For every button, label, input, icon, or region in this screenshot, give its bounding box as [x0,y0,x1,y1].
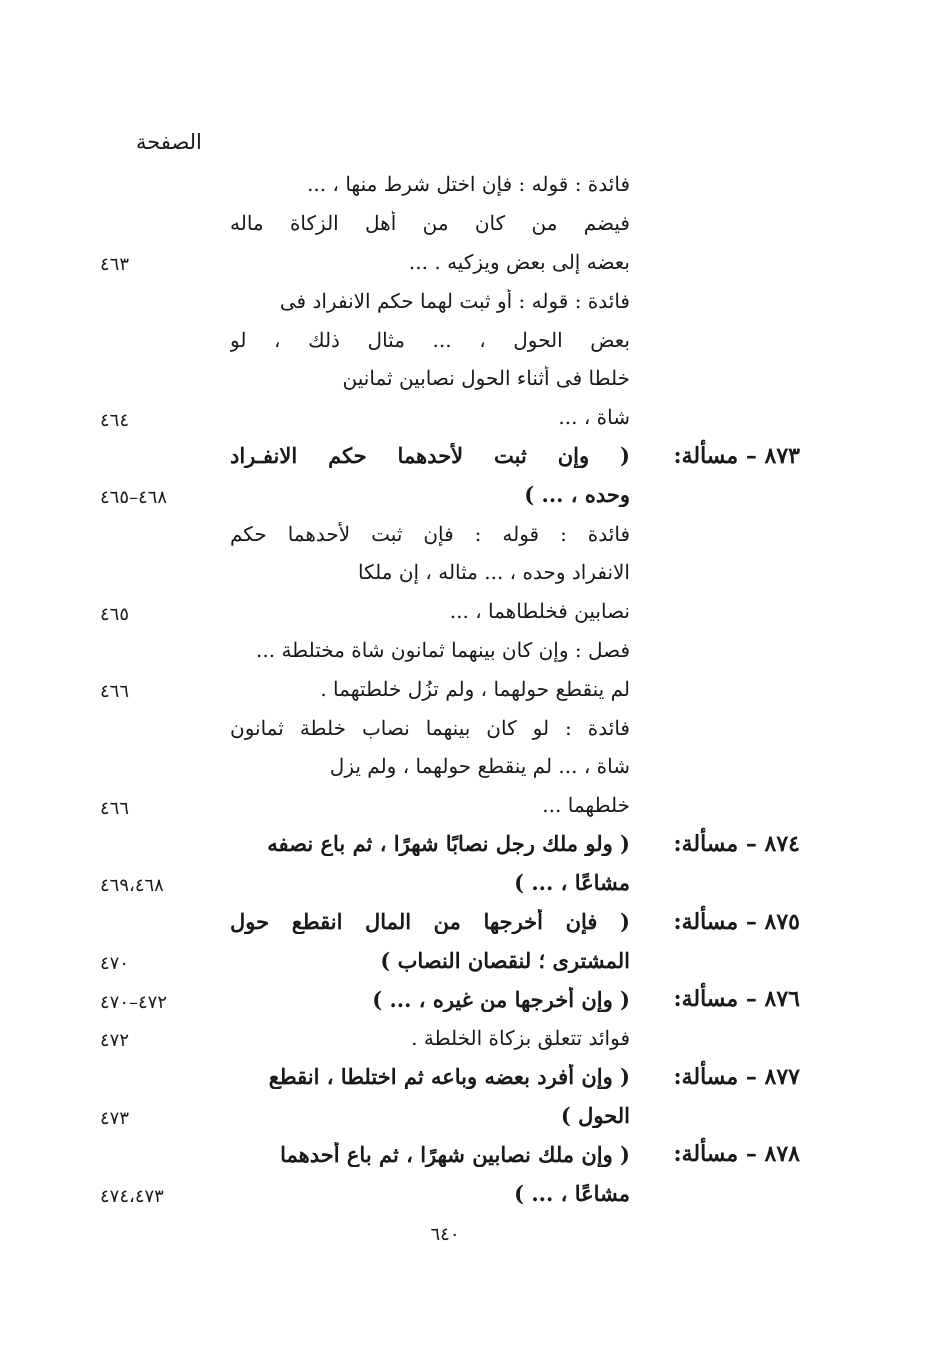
toc-entry-text: فائدة : قوله : أو ثبت لهما حكم الانفراد فى [279,288,630,313]
toc-row [100,553,800,592]
toc-entry-text: فصل : وإن كان بينهما ثمانون شاة مختلطة ... [256,637,630,662]
toc-issue-label: ٨٧٦ – مسألة: [673,986,800,1013]
toc-row [100,825,800,864]
toc-row [100,1174,800,1213]
toc-page-ref: ٤٧٢ [100,1030,130,1052]
toc-page-ref [100,220,230,226]
toc-page-ref [100,763,230,769]
toc-page-ref [100,569,230,575]
toc-row [100,204,800,243]
toc-page-ref [100,647,230,653]
toc-row [100,631,800,670]
toc-page-ref: ٤٦٤ [100,409,130,431]
toc-page-ref [100,453,230,459]
toc-entry-text: الانفراد وحده ، ... مثاله ، إن ملكا [357,560,630,585]
toc-page-ref: ٤٧٠ [100,952,130,974]
toc-entry-text: شاة ، ... [558,405,630,430]
toc-entry-text: ( وإن ثبت لأحدهما حكم الانفـراد [230,443,630,469]
toc-issue-label: ٨٧٤ – مسألة: [673,830,800,857]
toc-row [100,592,800,631]
toc-page-ref: ٤٧٤،٤٧٣ [100,1185,164,1207]
toc-row [100,1057,800,1096]
toc-page-ref [100,841,230,847]
toc-entry-text: خلطا فى أثناء الحول نصابين ثمانين [342,366,630,391]
toc-page-ref: ٤٧٢–٤٧٠ [100,991,168,1013]
toc-page-ref: ٤٧٣ [100,1108,130,1130]
toc-row [100,747,800,786]
toc-entry-text: الحول ) [560,1103,630,1129]
toc-row [100,475,800,514]
toc-page-ref: ٤٦٦ [100,681,130,703]
toc-entry-text: فائدة : قوله : فإن اختل شرط منها ، ... [307,172,630,197]
toc-entry-text: المشترى ؛ لنقصان النصاب ) [380,947,630,973]
toc-page-ref [100,531,230,537]
page-number: ٦٤٠ [430,1224,460,1245]
toc-issue-label: ٨٧٧ – مسألة: [673,1063,800,1090]
toc-entry-text: فوائد تتعلق بزكاة الخلطة . [411,1025,630,1050]
toc-row [100,398,800,437]
toc-entry-text: ( وإن أخرجها من غيره ، ... ) [372,986,630,1012]
toc-entry-text: فيضم من كان من أهل الزكاة ماله [230,211,630,236]
toc-entry-text: ( وإن أفرد بعضه وباعه ثم اختلطا ، انقطع [268,1064,630,1090]
toc-page-ref [100,298,230,304]
toc-entry-text: شاة ، ... لم ينقطع حولهما ، ولم يزل [329,754,630,779]
toc-entry-text: مشاعًا ، ... ) [514,870,630,896]
toc-row [100,514,800,553]
toc-row [100,243,800,282]
toc-row [100,1135,800,1174]
toc-row [100,320,800,359]
toc-page-ref: ٤٦٣ [100,254,130,276]
toc-entry-text: ( فإن أخرجها من المال انقطع حول [230,909,630,935]
toc-row [100,1019,800,1058]
toc-entry-text: خلطهما ... [542,793,630,818]
table-of-contents [100,165,800,1213]
toc-page-ref [100,725,230,731]
toc-row [100,165,800,204]
toc-row [100,437,800,476]
toc-issue-label: ٨٧٣ – مسألة: [673,442,800,469]
toc-row [100,786,800,825]
toc-row [100,863,800,902]
toc-page-ref [100,919,230,925]
toc-row [100,708,800,747]
toc-entry-text: ( وإن ملك نصابين شهرًا ، ثم باع أحدهما [280,1141,630,1167]
toc-entry-text: نصابين فخلطاهما ، ... [449,599,630,624]
toc-issue-label: ٨٧٥ – مسألة: [673,908,800,935]
toc-page-ref: ٤٦٦ [100,797,130,819]
toc-row [100,941,800,980]
toc-page-ref: ٤٦٨–٤٦٥ [100,487,168,509]
page-column-header: الصفحة [136,130,202,154]
toc-page-ref [100,375,230,381]
toc-row [100,281,800,320]
toc-entry-text: لم ينقطع حولهما ، ولم تزُل خلطتهما . [320,676,630,701]
toc-page-ref: ٤٦٥ [100,603,130,625]
toc-row [100,359,800,398]
toc-page-ref: ٤٦٩،٤٦٨ [100,875,164,897]
toc-page-ref [100,1074,230,1080]
toc-entry-text: بعضه إلى بعض ويزكيه . ... [408,249,630,274]
toc-issue-label: ٨٧٨ – مسألة: [673,1141,800,1168]
toc-row [100,669,800,708]
toc-page-ref [100,181,230,187]
toc-entry-text: فائدة : قوله : فإن ثبت لأحدهما حكم [230,521,630,546]
toc-page-ref [100,337,230,343]
toc-entry-text: فائدة : لو كان بينهما نصاب خلطة ثمانون [230,715,630,740]
toc-row [100,980,800,1019]
toc-row [100,1096,800,1135]
toc-row [100,902,800,941]
toc-entry-text: بعض الحول ، ... مثال ذلك ، لو [230,327,630,352]
toc-page-ref [100,1151,230,1157]
toc-entry-text: وحده ، ... ) [524,482,630,508]
toc-entry-text: ( ولو ملك رجل نصابًا شهرًا ، ثم باع نصفه [267,831,630,857]
toc-entry-text: مشاعًا ، ... ) [514,1180,630,1206]
